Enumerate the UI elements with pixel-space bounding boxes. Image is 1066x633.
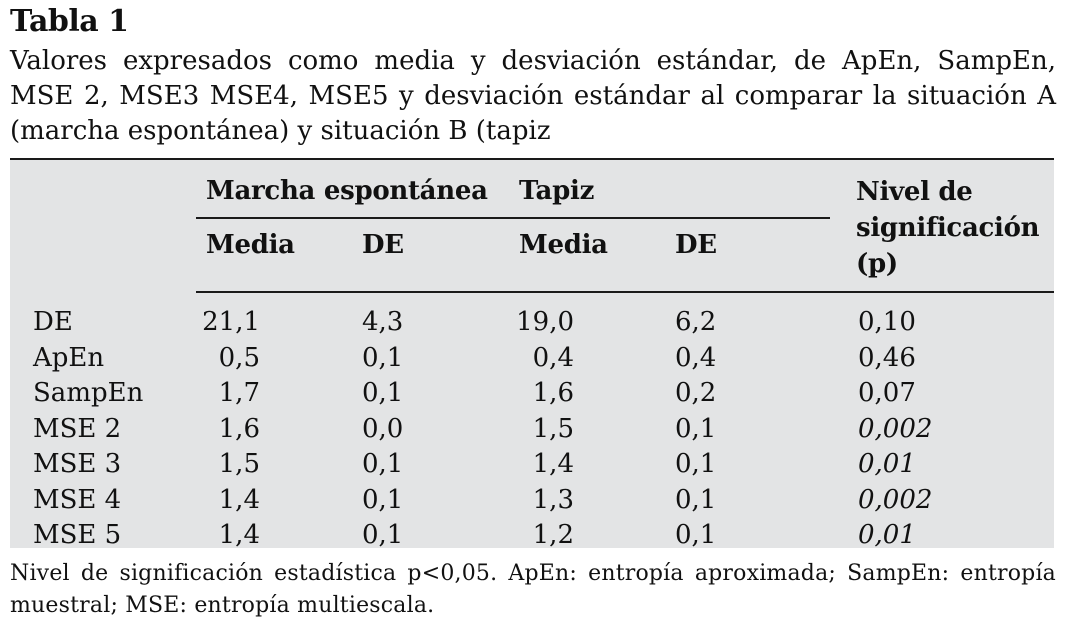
cell-media-tapiz: 1,5 [532,414,574,444]
header-de-2: DE [675,230,717,260]
row-label: MSE 3 [33,449,122,479]
cell-media-tapiz: 1,6 [532,378,574,408]
cell-media-tapiz: 1,3 [532,485,574,515]
cell-de-tapiz: 0,1 [675,520,717,550]
cell-p-value: 0,002 [858,485,933,515]
cell-p-value: 0,01 [858,449,916,479]
cell-de-tapiz: 6,2 [675,307,717,337]
top-rule [10,158,1054,160]
cell-media-tapiz: 1,2 [532,520,574,550]
row-label: MSE 4 [33,485,122,515]
cell-de-marcha: 0,1 [362,378,404,408]
cell-de-tapiz: 0,2 [675,378,717,408]
cell-media-marcha: 1,7 [218,378,260,408]
header-media-2: Media [519,230,608,260]
cell-de-tapiz: 0,1 [675,449,717,479]
cell-media-tapiz: 19,0 [516,307,574,337]
cell-de-tapiz: 0,4 [675,343,717,373]
row-label: MSE 2 [33,414,122,444]
cell-p-value: 0,10 [858,307,916,337]
cell-de-marcha: 0,1 [362,449,404,479]
header-media-1: Media [206,230,295,260]
header-bottom-rule [196,291,1054,293]
table-caption: Valores expresados como media y desviación estándar, de ApEn, SampEn, MSE 2, MSE3 MSE4, MSE5 y desviación estándar al comparar la situación A (marcha espontánea) y situación B (tapiz [10,46,1056,146]
cell-p-value: 0,002 [858,414,933,444]
cell-p-value: 0,46 [858,343,916,373]
row-label: DE [33,307,73,337]
row-label: MSE 5 [33,520,122,550]
row-label: SampEn [33,378,144,408]
cell-media-marcha: 1,4 [218,520,260,550]
cell-de-marcha: 4,3 [362,307,404,337]
cell-media-marcha: 1,5 [218,449,260,479]
table-title: Tabla 1 [10,4,129,39]
data-table [10,158,1054,548]
cell-de-marcha: 0,0 [362,414,404,444]
cell-media-marcha: 21,1 [202,307,260,337]
header-de-1: DE [362,230,404,260]
cell-media-marcha: 1,6 [218,414,260,444]
group-underline-rule [196,217,830,219]
cell-de-tapiz: 0,1 [675,485,717,515]
header-significance: Nivel de significación (p) [856,177,1040,279]
cell-media-tapiz: 1,4 [532,449,574,479]
table-footnote: Nivel de significación estadística p<0,05. ApEn: entropía aproximada; SampEn: entropía muestral; MSE: entropía multiescala. [10,561,1056,618]
cell-media-marcha: 0,5 [218,343,260,373]
cell-p-value: 0,07 [858,378,916,408]
header-group-marcha: Marcha espontánea [206,176,488,206]
cell-de-marcha: 0,1 [362,520,404,550]
row-label: ApEn [33,343,105,373]
cell-p-value: 0,01 [858,520,916,550]
cell-de-marcha: 0,1 [362,485,404,515]
cell-de-tapiz: 0,1 [675,414,717,444]
cell-media-tapiz: 0,4 [532,343,574,373]
cell-media-marcha: 1,4 [218,485,260,515]
cell-de-marcha: 0,1 [362,343,404,373]
header-group-tapiz: Tapiz [519,176,595,206]
